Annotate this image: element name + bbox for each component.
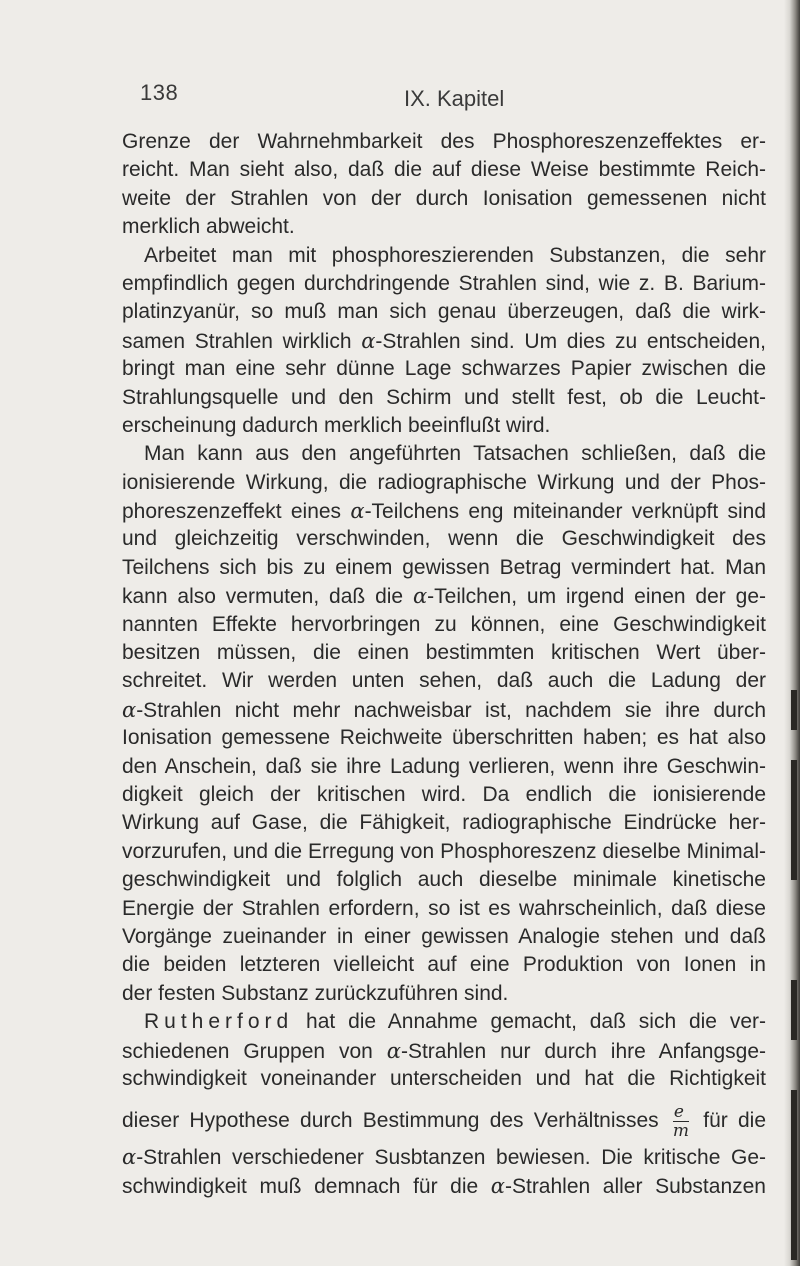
text-line: Arbeitet man mit phosphoreszierenden Substanzen, die sehr — [144, 243, 766, 267]
running-head-chapter: IX. Kapitel — [404, 86, 505, 111]
text-line — [122, 696, 766, 724]
text-line: Strahlungsquelle und den Schirm und stellt fest, ob die Leucht- — [122, 385, 766, 409]
text-line: Man kann aus den angeführten Tatsachen schließen, daß die — [144, 442, 766, 466]
text-line: Teilchens sich bis zu einem gewissen Betrag vermindert hat. Man — [122, 555, 766, 579]
page-edge-shadow — [784, 0, 800, 1266]
text-line — [122, 1172, 766, 1200]
text-segment: -Strahlen sind. Um dies zu entscheiden, — [375, 329, 766, 353]
text-line: der festen Substanz zurückzuführen sind. — [122, 981, 509, 1005]
text-segment: -Teilchens eng miteinander verknüpft sind — [364, 500, 766, 524]
text-segment: hat die Annahme gemacht, daß sich die ver- — [293, 1010, 766, 1034]
text-line: geschwindigkeit und folglich auch dieselbe minimale kinetische — [122, 868, 766, 892]
text-line: Grenze der Wahrnehmbarkeit des Phosphoreszenzeffektes er- — [122, 130, 766, 153]
author-name: Rutherford — [144, 1010, 294, 1034]
alpha-symbol: α — [350, 499, 365, 524]
text-line: weite der Strahlen von der durch Ionisation gemessenen nicht — [122, 186, 766, 210]
text-segment: -Strahlen verschiedener Susbtanzen bewiesen. Die kritische Ge- — [136, 1146, 766, 1170]
text-line — [122, 1037, 766, 1065]
text-line: den Anschein, daß sie ihre Ladung verlieren, wenn ihre Geschwin- — [122, 754, 766, 778]
fraction-denominator: m — [672, 1121, 690, 1142]
page-number: 138 — [140, 80, 179, 105]
text-segment: -Strahlen aller Substanzen — [504, 1174, 766, 1198]
text-segment: schwindigkeit muß demnach für die — [122, 1174, 491, 1198]
text-segment: dieser Hypothese durch Bestimmung des Verhältnisses — [122, 1109, 669, 1133]
text-line — [122, 1143, 766, 1171]
alpha-symbol: α — [361, 328, 376, 353]
text-line: erscheinung dadurch merklich beeinflußt wird. — [122, 413, 551, 437]
text-line — [122, 497, 766, 525]
text-line: merklich abweicht. — [122, 215, 295, 239]
text-line: schwindigkeit voneinander unterscheiden und hat die Richtigkeit — [122, 1066, 766, 1090]
text-line: vorzurufen, und die Erregung von Phosphoreszenz dieselbe Minimal- — [122, 839, 766, 863]
text-segment: -Strahlen nur durch ihre Anfangsge- — [400, 1039, 766, 1063]
text-line — [122, 582, 766, 610]
body-text — [122, 128, 766, 1200]
text-line — [122, 1099, 766, 1143]
text-line: die beiden letzteren vielleicht auf eine Produktion von Ionen in — [122, 953, 766, 977]
alpha-symbol: α — [386, 1038, 401, 1063]
text-segment: phoreszenzeffekt eines — [122, 500, 351, 524]
text-line: Wirkung auf Gase, die Fähigkeit, radiographische Eindrücke her- — [122, 811, 766, 835]
text-line: Vorgänge zueinander in einer gewissen Analogie stehen und daß — [122, 924, 766, 948]
alpha-symbol: α — [412, 584, 428, 609]
text-line: platinzyanür, so muß man sich genau überzeugen, daß die wirk- — [122, 300, 766, 324]
text-line: besitzen müssen, die einen bestimmten kritischen Wert über- — [122, 641, 766, 665]
fraction-numerator: e — [673, 1103, 689, 1122]
text-line: bringt man eine sehr dünne Lage schwarzes Papier zwischen die — [122, 357, 766, 381]
text-segment: samen Strahlen wirklich — [122, 329, 362, 353]
edge-mark — [791, 1090, 797, 1260]
text-line: reicht. Man sieht also, daß die auf diese Weise bestimmte Reich- — [122, 158, 766, 182]
text-line: Ionisation gemessene Reichweite überschritten haben; es hat also — [122, 726, 766, 750]
text-line: digkeit gleich der kritischen wird. Da endlich die ionisierende — [122, 782, 766, 806]
text-line — [122, 1008, 766, 1036]
edge-mark — [791, 760, 797, 880]
alpha-symbol: α — [490, 1173, 505, 1198]
edge-mark — [791, 690, 797, 730]
text-line: empfindlich gegen durchdringende Strahlen sind, wie z. B. Barium- — [122, 271, 766, 295]
text-line: ionisierende Wirkung, die radiographische Wirkung und der Phos- — [122, 470, 766, 494]
text-line: schreitet. Wir werden unten sehen, daß auch die Ladung der — [122, 669, 766, 693]
alpha-symbol: α — [122, 697, 137, 722]
text-line — [122, 327, 766, 355]
text-segment: -Teilchen, um irgend einen der ge- — [427, 585, 766, 609]
text-segment: für die — [693, 1109, 766, 1133]
text-segment: schiedenen Gruppen von — [122, 1039, 387, 1063]
edge-mark — [791, 980, 797, 1040]
text-segment: -Strahlen nicht mehr nachweisbar ist, nachdem sie ihre durch — [136, 698, 766, 722]
text-line: nannten Effekte hervorbringen zu können, eine Geschwindigkeit — [122, 612, 766, 636]
text-line: Energie der Strahlen erfordern, so ist es wahrscheinlich, daß diese — [122, 896, 766, 920]
text-line: und gleichzeitig verschwinden, wenn die Geschwindigkeit des — [122, 527, 766, 551]
alpha-symbol: α — [122, 1145, 137, 1170]
text-segment: kann also vermuten, daß die — [122, 585, 413, 609]
fraction-e-over-m — [673, 1103, 689, 1140]
